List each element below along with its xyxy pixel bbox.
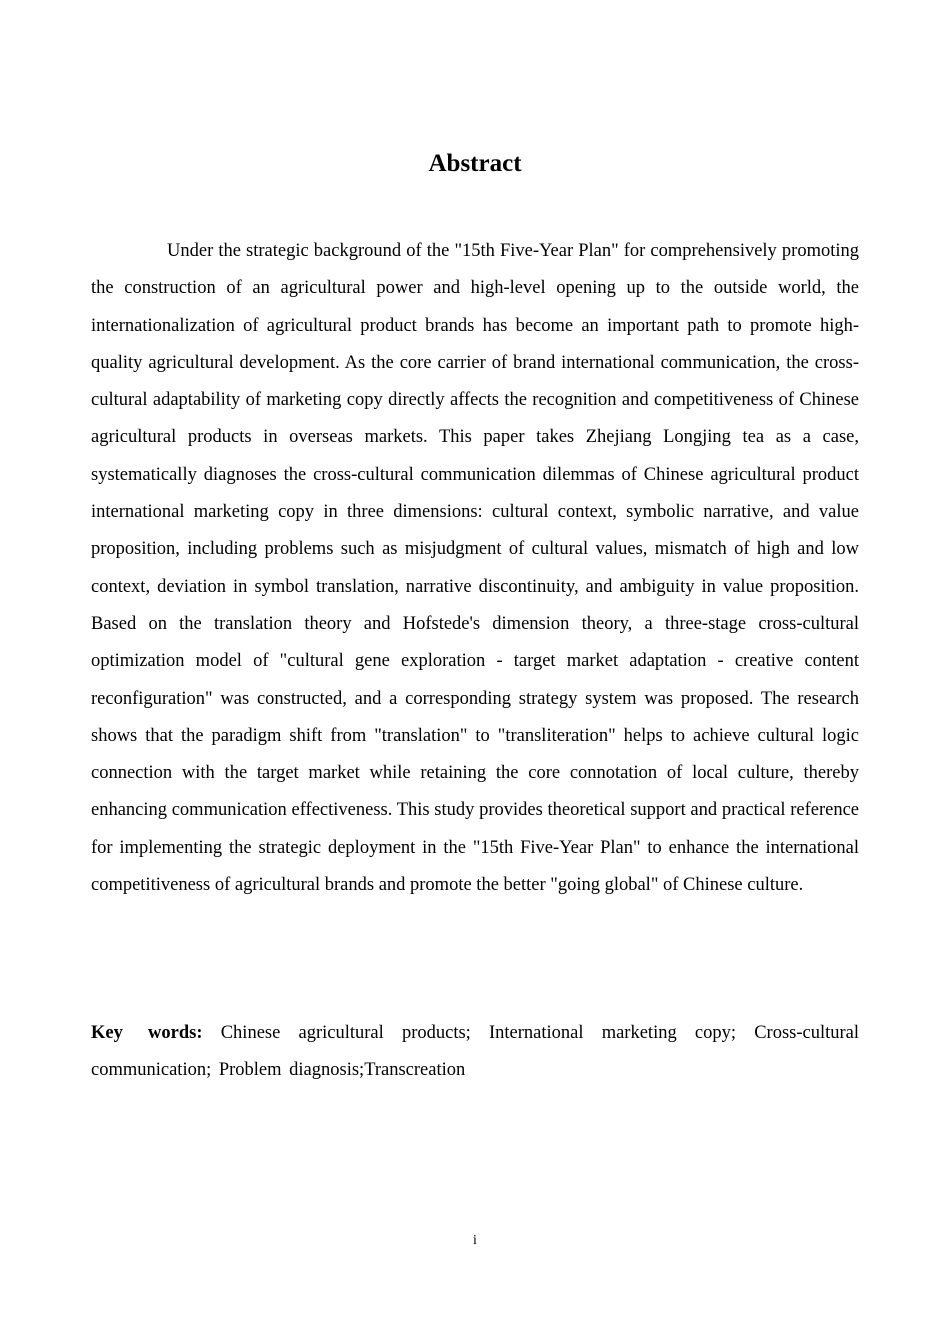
keywords-paragraph (91, 1015, 859, 1090)
abstract-body: Under the strategic background of the "15th Five-Year Plan" for comprehensively promoting the construction of an agricultural power and high-level opening up to the outside world, the internationalization of agricultural product brands has become an important path to promote high-quality agricultural development. As the core carrier of brand international communication, the cross-cultural adaptability of marketing copy directly affects the recognition and competitiveness of Chinese agricultural products in overseas markets. This paper takes Zhejiang Longjing tea as a case, systematically diagnoses the cross-cultural communication dilemmas of Chinese agricultural product international marketing copy in three dimensions: cultural context, symbolic narrative, and value proposition, including problems such as misjudgment of cultural values, mismatch of high and low context, deviation in symbol translation, narrative discontinuity, and ambiguity in value proposition. Based on the translation theory and Hofstede's dimension theory, a three-stage cross-cultural optimization model of "cultural gene exploration - target market adaptation - creative content reconfiguration" was constructed, and a corresponding strategy system was proposed. The research shows that the paradigm shift from "translation" to "transliteration" helps to achieve cultural logic connection with the target market while retaining the core connotation of local culture, thereby enhancing communication effectiveness. This study provides theoretical support and practical reference for implementing the strategic deployment in the "15th Five-Year Plan" to enhance the international competitiveness of agricultural brands and promote the better "going global" of Chinese culture. (91, 241, 859, 896)
keywords-label: Key words: (91, 1023, 203, 1043)
page-number: i (473, 1233, 477, 1248)
keywords-text: Chinese agricultural products; International marketing copy; Cross-cultural communication; Problem diagnosis;Transcreation (91, 1023, 860, 1081)
abstract-title: Abstract (428, 150, 522, 177)
